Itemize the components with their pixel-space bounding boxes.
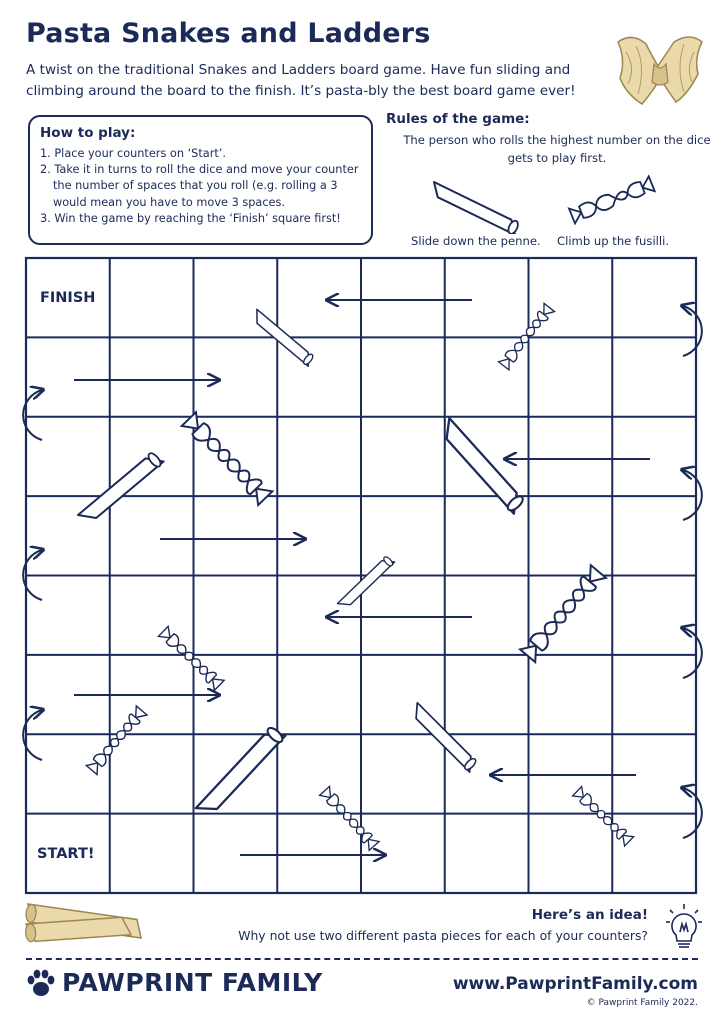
finish-square-label: FINISH bbox=[40, 290, 96, 306]
penne-slide bbox=[337, 554, 395, 611]
website-link[interactable]: www.PawprintFamily.com bbox=[452, 974, 698, 994]
penne-pile-icon bbox=[22, 896, 162, 952]
copyright-text: © Pawprint Family 2022. bbox=[586, 998, 698, 1008]
page-title: Pasta Snakes and Ladders bbox=[26, 18, 431, 49]
how-to-step: 3. Win the game by reaching the ‘Finish’ square first! bbox=[40, 211, 341, 225]
rules-text: The person who rolls the highest number on the dice gets to play first. bbox=[403, 133, 711, 165]
fusilli-ladder bbox=[573, 787, 634, 847]
penne-slide bbox=[195, 724, 286, 820]
penne-caption: Slide down the penne. bbox=[411, 234, 541, 248]
start-square-label: START! bbox=[37, 846, 95, 862]
rules-title: Rules of the game: bbox=[386, 111, 530, 127]
fusilli-ladder bbox=[158, 626, 224, 690]
lightbulb-icon bbox=[664, 902, 704, 952]
penne-slide bbox=[77, 450, 164, 527]
footer-divider bbox=[26, 958, 698, 960]
intro-text: A twist on the traditional Snakes and Ladders board game. Have fun sliding and climbing around the board to the finish. It’s pasta-bly the best board game ever! bbox=[26, 62, 576, 99]
fusilli-ladder bbox=[520, 565, 606, 662]
fusilli-ladders bbox=[86, 303, 633, 850]
how-to-step: 2. Take it in turns to roll the dice and move your counter the number of spaces that you roll (e.g. rolling a 3 would mean you have to move 3 spaces. bbox=[40, 163, 359, 209]
paw-logo-icon bbox=[24, 966, 58, 1000]
how-to-step: 1. Place your counters on ‘Start’. bbox=[40, 147, 226, 160]
fusilli-ladder bbox=[320, 786, 379, 850]
turn-arrow-right bbox=[683, 628, 702, 678]
how-to-play-title: How to play: bbox=[40, 125, 136, 141]
fusilli-ladder bbox=[86, 706, 147, 775]
brand-logo-text: PAWPRINT FAMILY bbox=[62, 968, 323, 997]
penne-slide bbox=[408, 702, 479, 773]
idea-title: Here’s an idea! bbox=[531, 907, 648, 923]
turn-arrow-right bbox=[683, 306, 702, 356]
idea-text: Why not use two different pasta pieces for each of your counters? bbox=[238, 928, 648, 943]
penne-slide bbox=[437, 417, 527, 514]
penne-slides bbox=[77, 309, 526, 820]
fusilli-ladder bbox=[182, 412, 273, 505]
fusilli-caption: Climb up the fusilli. bbox=[557, 234, 670, 248]
turn-arrow-right bbox=[683, 470, 702, 520]
